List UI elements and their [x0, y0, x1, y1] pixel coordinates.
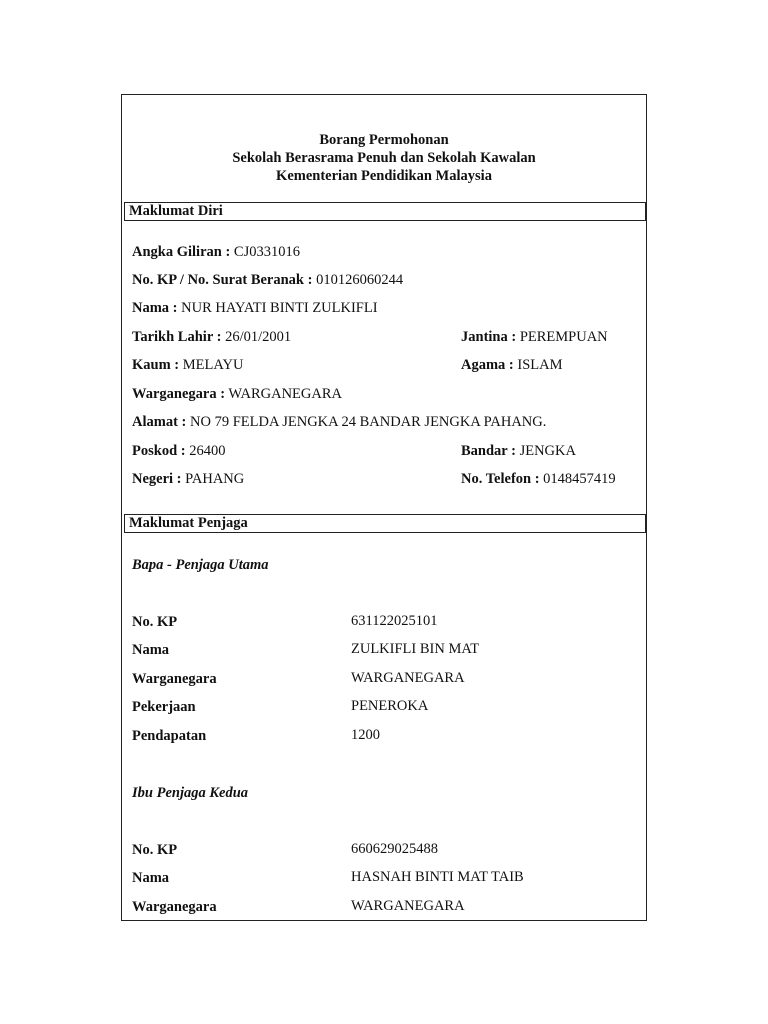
agama-label: Agama : — [461, 357, 514, 373]
bapa-no-kp-label: No. KP — [132, 614, 178, 630]
section-maklumat-penjaga: Maklumat Penjaga — [124, 514, 646, 533]
poskod-label: Poskod : — [132, 443, 186, 459]
field-poskod — [132, 443, 225, 460]
bapa-warganegara-value: WARGANEGARA — [351, 670, 465, 686]
negeri-value: PAHANG — [185, 471, 245, 487]
form-subtitle-ministry: Kementerian Pendidikan Malaysia — [276, 168, 492, 184]
alamat-value: NO 79 FELDA JENGKA 24 BANDAR JENGKA PAHANG. — [190, 414, 547, 430]
bapa-pendapatan-label: Pendapatan — [132, 728, 207, 744]
no-telefon-label: No. Telefon : — [461, 471, 540, 487]
bandar-value: JENGKA — [519, 443, 576, 459]
ibu-nama-value: HASNAH BINTI MAT TAIB — [351, 869, 524, 885]
field-kaum — [132, 357, 243, 374]
field-no-kp — [132, 272, 403, 289]
field-nama — [132, 300, 378, 317]
warganegara-value: WARGANEGARA — [228, 386, 342, 402]
field-negeri — [132, 471, 244, 488]
ibu-warganegara-value: WARGANEGARA — [351, 898, 465, 914]
ibu-heading: Ibu Penjaga Kedua — [132, 785, 249, 801]
field-bandar — [461, 443, 576, 460]
ibu-warganegara-label: Warganegara — [132, 899, 217, 915]
form-title: Borang Permohonan — [319, 132, 449, 148]
bapa-no-kp-value: 631122025101 — [351, 613, 438, 629]
bapa-pendapatan-value: 1200 — [351, 727, 380, 743]
angka-giliran-label: Angka Giliran : — [132, 244, 231, 260]
bapa-pekerjaan-value: PENEROKA — [351, 698, 429, 714]
bapa-warganegara-label: Warganegara — [132, 671, 217, 687]
field-no-telefon — [461, 471, 616, 488]
nama-label: Nama : — [132, 300, 178, 316]
angka-giliran-value: CJ0331016 — [233, 244, 300, 260]
jantina-value: PEREMPUAN — [519, 329, 608, 345]
form-subtitle-school: Sekolah Berasrama Penuh dan Sekolah Kawalan — [232, 150, 536, 166]
bapa-heading: Bapa - Penjaga Utama — [132, 557, 269, 573]
tarikh-lahir-label: Tarikh Lahir : — [132, 329, 222, 345]
alamat-label: Alamat : — [132, 414, 187, 430]
bapa-nama-label: Nama — [132, 642, 170, 658]
application-form — [121, 94, 647, 921]
no-kp-value: 010126060244 — [316, 272, 404, 288]
no-telefon-value: 0148457419 — [543, 471, 616, 487]
field-angka-giliran — [132, 244, 300, 261]
field-agama — [461, 357, 563, 374]
agama-value: ISLAM — [517, 357, 563, 373]
ibu-nama-label: Nama — [132, 870, 170, 886]
field-alamat — [132, 414, 546, 431]
ibu-no-kp-label: No. KP — [132, 842, 178, 858]
field-tarikh-lahir — [132, 329, 291, 346]
bapa-nama-value: ZULKIFLI BIN MAT — [351, 641, 480, 657]
no-kp-label: No. KP / No. Surat Beranak : — [132, 272, 313, 288]
bandar-label: Bandar : — [461, 443, 516, 459]
negeri-label: Negeri : — [132, 471, 182, 487]
ibu-no-kp-value: 660629025488 — [351, 841, 438, 857]
poskod-value: 26400 — [189, 443, 226, 459]
tarikh-lahir-value: 26/01/2001 — [225, 329, 292, 345]
kaum-value: MELAYU — [182, 357, 244, 373]
section-maklumat-diri: Maklumat Diri — [124, 202, 646, 221]
kaum-label: Kaum : — [132, 357, 180, 373]
field-warganegara — [132, 386, 342, 403]
warganegara-label: Warganegara : — [132, 386, 226, 402]
bapa-pekerjaan-label: Pekerjaan — [132, 699, 196, 715]
nama-value: NUR HAYATI BINTI ZULKIFLI — [181, 300, 378, 316]
jantina-label: Jantina : — [461, 329, 517, 345]
field-jantina — [461, 329, 608, 346]
